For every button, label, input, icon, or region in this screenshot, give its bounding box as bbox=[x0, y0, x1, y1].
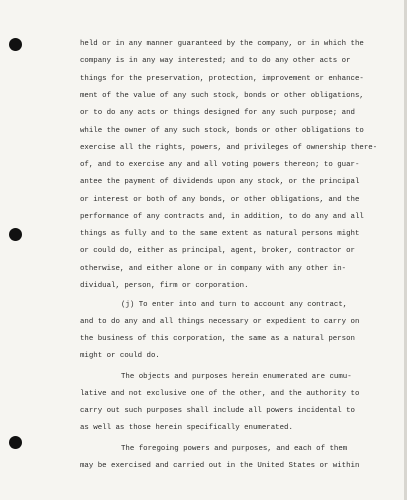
text-line: things as fully and to the same extent as natural persons might bbox=[80, 230, 360, 238]
punch-hole-top bbox=[9, 38, 22, 51]
text-line: held or in any manner guaranteed by the company, or in which the bbox=[80, 40, 364, 48]
text-line: things for the preservation, protection, improvement or enhance- bbox=[80, 75, 364, 83]
text-line: of, and to exercise any and all voting powers thereon; to guar- bbox=[80, 161, 360, 169]
text-line: lative and not exclusive one of the other, and the authority to bbox=[80, 390, 360, 398]
text-line: otherwise, and either alone or in company with any other in- bbox=[80, 265, 347, 273]
text-line: the business of this corporation, the same as a natural person bbox=[80, 335, 355, 343]
punch-hole-bottom bbox=[9, 436, 22, 449]
text-line: or could do, either as principal, agent, broker, contractor or bbox=[80, 247, 355, 255]
text-line: as well as those herein specifically enumerated. bbox=[80, 424, 293, 432]
text-line: The foregoing powers and purposes, and each of them bbox=[121, 445, 348, 453]
text-line: or to do any acts or things designed for any such purpose; and bbox=[80, 109, 355, 117]
text-line: while the owner of any such stock, bonds or other obligations to bbox=[80, 127, 364, 135]
text-line: ment of the value of any such stock, bonds or other obligations, bbox=[80, 92, 364, 100]
text-line: exercise all the rights, powers, and privileges of ownership there- bbox=[80, 144, 378, 152]
text-line: (j) To enter into and turn to account any contract, bbox=[121, 301, 348, 309]
text-line: performance of any contracts and, in addition, to do any and all bbox=[80, 213, 364, 221]
text-line: company is in any way interested; and to do any other acts or bbox=[80, 57, 351, 65]
text-line: antee the payment of dividends upon any stock, or the principal bbox=[80, 178, 360, 186]
text-line: might or could do. bbox=[80, 352, 160, 360]
punch-hole-middle bbox=[9, 228, 22, 241]
text-line: may be exercised and carried out in the United States or within bbox=[80, 462, 360, 470]
text-line: dividual, person, firm or corporation. bbox=[80, 282, 249, 290]
text-line: or interest or both of any bonds, or other obligations, and the bbox=[80, 196, 360, 204]
text-line: carry out such purposes shall include all powers incidental to bbox=[80, 407, 355, 415]
text-line: and to do any and all things necessary or expedient to carry on bbox=[80, 318, 360, 326]
text-line: The objects and purposes herein enumerated are cumu- bbox=[121, 373, 352, 381]
